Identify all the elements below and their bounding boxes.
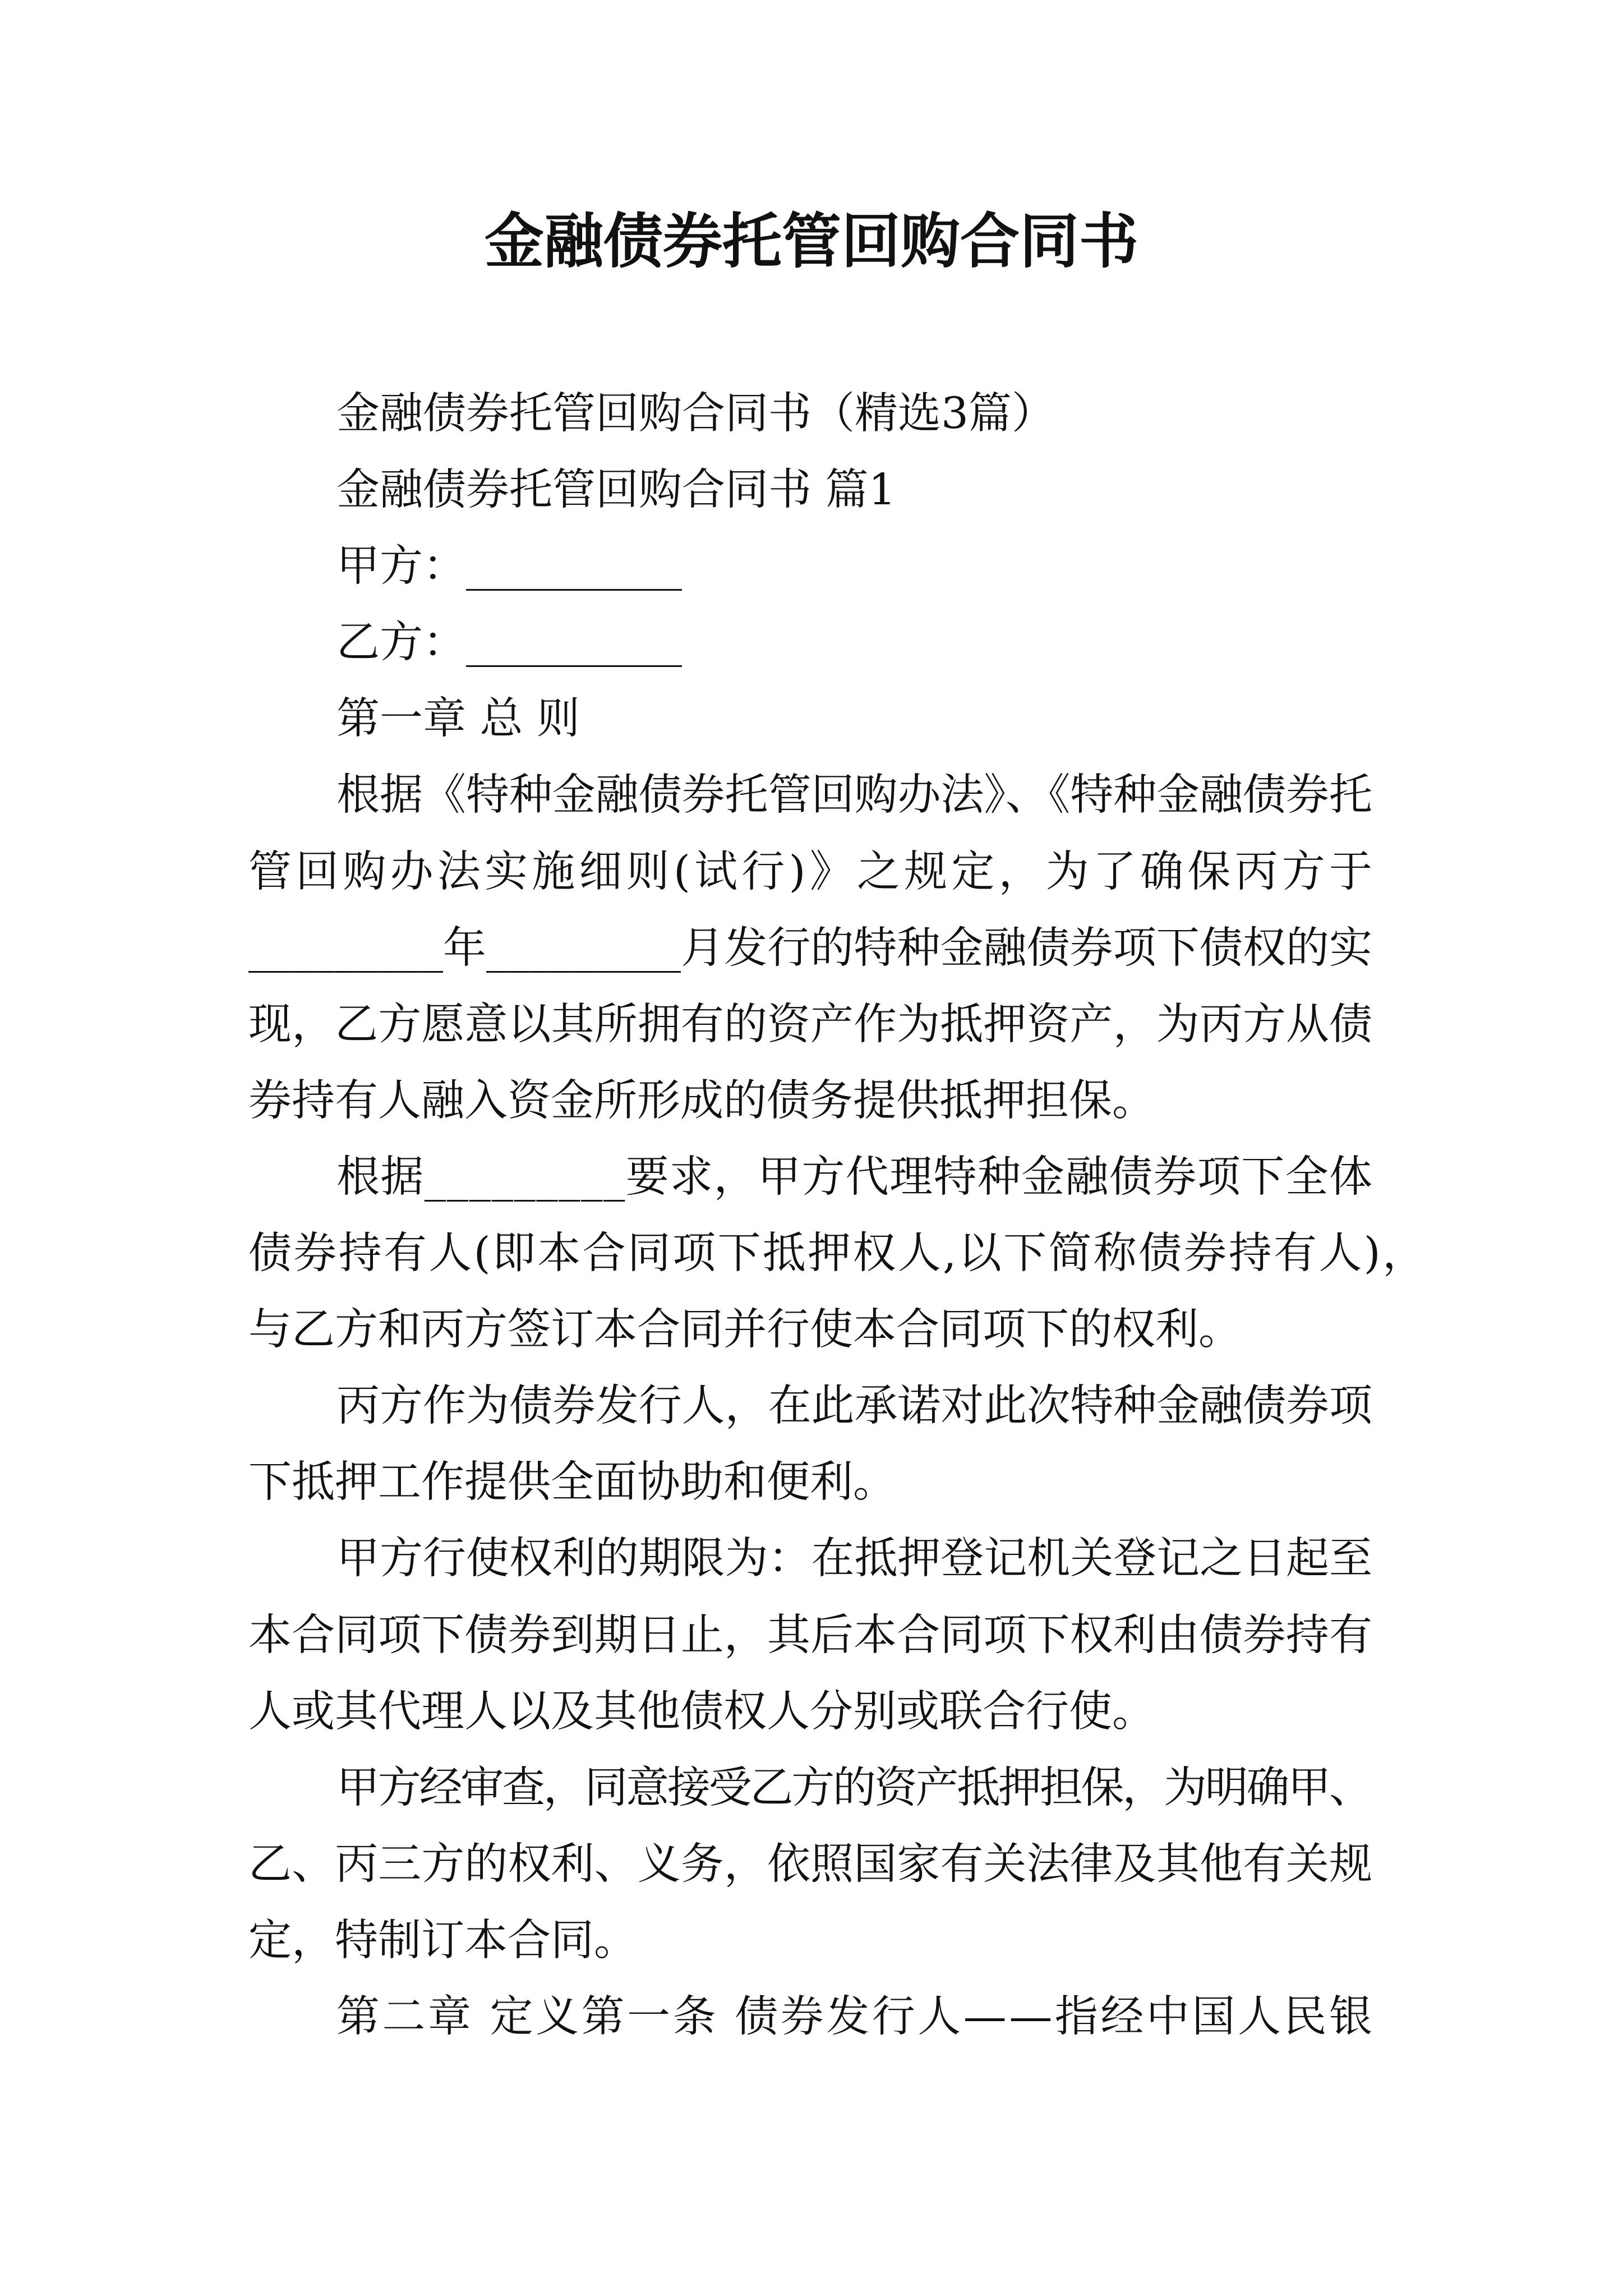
party-a-field: 甲方：__________ — [336, 541, 682, 592]
paragraph-line: 丙方作为债券发行人，在此承诺对此次特种金融债券项 — [336, 1381, 1372, 1432]
paragraph-line: 人或其代理人以及其他债权人分别或联合行使。 — [248, 1686, 1155, 1737]
paragraph — [248, 1368, 1372, 1521]
paragraph — [248, 757, 1377, 1139]
paragraph — [248, 1979, 1375, 2055]
chapter-heading: 第一章 总 则 — [336, 694, 580, 744]
paragraph-line: 与乙方和丙方签订本合同并行使本合同项下的权利。 — [248, 1305, 1242, 1355]
part-heading: 金融债券托管回购合同书 篇1 — [336, 465, 896, 516]
paragraph-line: 现，乙方愿意以其所拥有的资产作为抵押资产，为丙方从债 — [248, 999, 1373, 1050]
paragraph-line: 债券持有人(即本合同项下抵押权人,以下简称债券持有人)， — [248, 1228, 1428, 1279]
document-body — [248, 376, 1428, 2055]
paragraph-line: 本合同项下债券到期日止，其后本合同项下权利由债券持有 — [248, 1610, 1373, 1660]
party-b-field: 乙方：__________ — [336, 618, 682, 668]
paragraph-line: 券持有人融入资金所形成的债务提供抵押担保。 — [248, 1075, 1155, 1126]
paragraph-line: 管回购办法实施细则(试行)》之规定，为了确保丙方于 — [248, 846, 1377, 897]
paragraph — [248, 1521, 1372, 1750]
paragraph — [248, 1139, 1428, 1368]
paragraph-line: 定，特制订本合同。 — [248, 1915, 637, 1966]
paragraph — [248, 1750, 1372, 1979]
document-title: 金融债券托管回购合同书 — [485, 206, 1138, 276]
paragraph-line: 甲方行使权利的期限为：在抵押登记机关登记之日起至 — [336, 1534, 1372, 1584]
paragraph-line: 甲方经审查，同意接受乙方的资产抵押担保，为明确甲、 — [336, 1763, 1371, 1813]
paragraph-line: 下抵押工作提供全面协助和便利。 — [248, 1457, 896, 1508]
paragraph-line: 第二章 定义第一条 债券发行人——指经中国人民银 — [336, 1991, 1375, 2042]
paragraph-line: 根据《特种金融债券托管回购办法》、《特种金融债券托 — [336, 770, 1372, 821]
paragraph-line: 根据_________要求，甲方代理特种金融债券项下全体 — [336, 1152, 1373, 1202]
paragraph-line: 乙、丙三方的权利、义务，依照国家有关法律及其他有关规 — [248, 1839, 1373, 1889]
paragraph-line: _________年_________月发行的特种金融债券项下债权的实 — [248, 923, 1373, 973]
document-subtitle: 金融债券托管回购合同书（精选3篇） — [336, 389, 1055, 439]
